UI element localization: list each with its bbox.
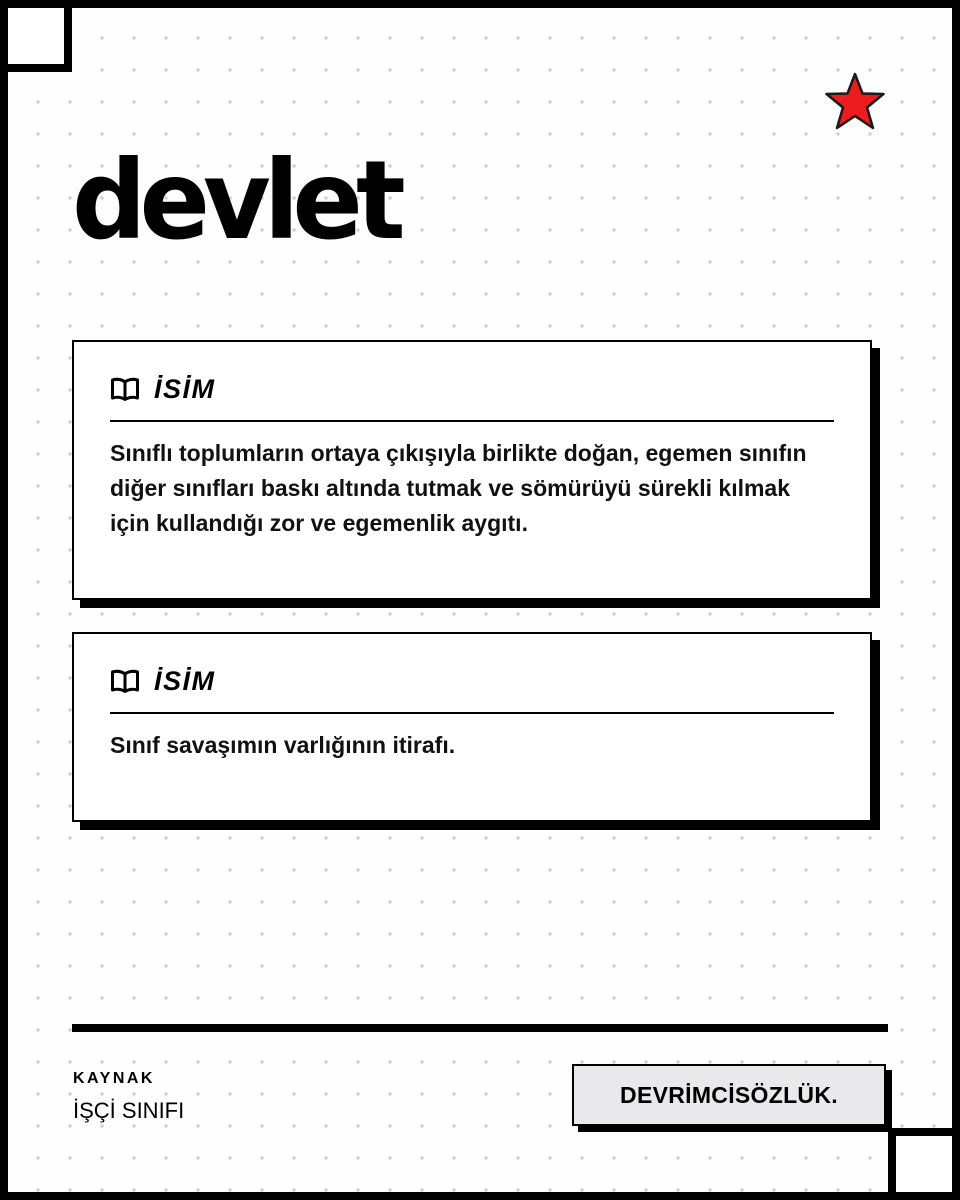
corner-square-bottom-right xyxy=(888,1128,960,1200)
definition-card-2 xyxy=(72,632,872,822)
corner-square-top-left xyxy=(0,0,72,72)
source-value: İŞÇİ SINIFI xyxy=(73,1098,185,1123)
source-label: KAYNAK xyxy=(73,1070,155,1087)
definition-text: Sınıflı toplumların ortaya çıkışıyla birlikte doğan, egemen sınıfın diğer sınıfları baskı altında tutmak ve sömürüyü sürekli kılmak için kullandığı zor ve egemenlik aygıtı. xyxy=(110,440,807,536)
headword-title: devlet xyxy=(72,135,399,265)
brand-button[interactable]: DEVRİMCİSÖZLÜK. xyxy=(572,1064,886,1126)
red-star-icon xyxy=(822,70,888,136)
definition-text: Sınıf savaşımın varlığının itirafı. xyxy=(110,732,456,758)
part-of-speech-label: İSİM xyxy=(154,373,216,404)
definition-card-header xyxy=(110,342,834,422)
footer-divider xyxy=(72,1024,888,1032)
part-of-speech-label: İSİM xyxy=(154,665,216,696)
book-open-icon xyxy=(110,668,140,694)
book-open-icon xyxy=(110,376,140,402)
definition-card-header xyxy=(110,634,834,714)
definition-card-1 xyxy=(72,340,872,600)
